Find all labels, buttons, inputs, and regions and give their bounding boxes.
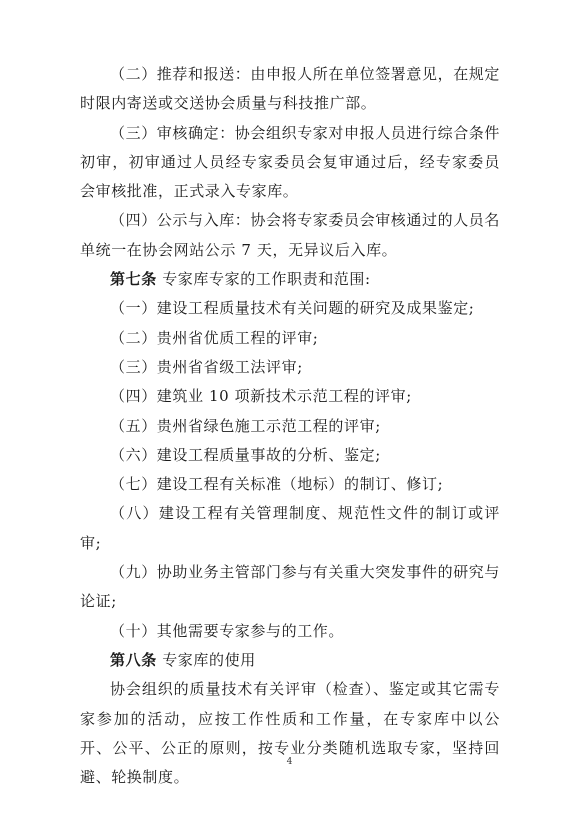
- article-7-item: （一）建设工程质量技术有关问题的研究及成果鉴定;: [110, 299, 475, 318]
- article-7-item: （七）建设工程有关标准（地标）的制订、修订;: [110, 475, 444, 494]
- article-7-item: （四）建筑业 10 项新技术示范工程的评审;: [110, 387, 412, 406]
- article-7-item: （九）协助业务主管部门参与有关重大突发事件的研究与论证;: [80, 563, 501, 611]
- article-7-item: （二）贵州省优质工程的评审;: [110, 328, 319, 347]
- document-body: [80, 60, 500, 792]
- article-8-body: 协会组织的质量技术有关评审（检查）、鉴定或其它需专家参加的活动，应按工作性质和工作量，在专家库中以公开、公平、公正的原则，按专业分类随机选取专家，坚持回避、轮换制度。: [80, 680, 500, 787]
- article-7-item: （十）其他需要专家参与的工作。: [110, 621, 345, 640]
- article-7-item: （六）建设工程质量事故的分析、鉴定;: [110, 445, 381, 464]
- page-number: 4: [286, 757, 293, 767]
- paragraph-recommend-submit: （二）推荐和报送：由申报人所在单位签署意见，在规定时限内寄送或交送协会质量与科技推广部。: [80, 65, 501, 113]
- article-7-heading: 第七条: [110, 270, 157, 289]
- article-8-title: 专家库的使用: [162, 650, 256, 669]
- article-8-heading: 第八条: [110, 650, 157, 669]
- paragraph-review-confirm: （三）审核确定：协会组织专家对申报人员进行综合条件初审，初审通过人员经专家委员会复审通过后，经专家委员会审核批准，正式录入专家库。: [80, 123, 501, 201]
- article-7-title: 专家库专家的工作职责和范围:: [162, 270, 371, 289]
- article-7-item: （三）贵州省省级工法评审;: [110, 357, 303, 376]
- article-7-item: （五）贵州省绿色施工示范工程的评审;: [110, 416, 381, 435]
- paragraph-publicity-entry: （四）公示与入库：协会将专家委员会审核通过的人员名单统一在协会网站公示 7 天，无异议后入库。: [80, 211, 501, 259]
- article-8-line: [80, 646, 500, 675]
- article-7-item: （八）建设工程有关管理制度、规范性文件的制订或评审;: [80, 504, 500, 552]
- article-7-line: [80, 265, 500, 294]
